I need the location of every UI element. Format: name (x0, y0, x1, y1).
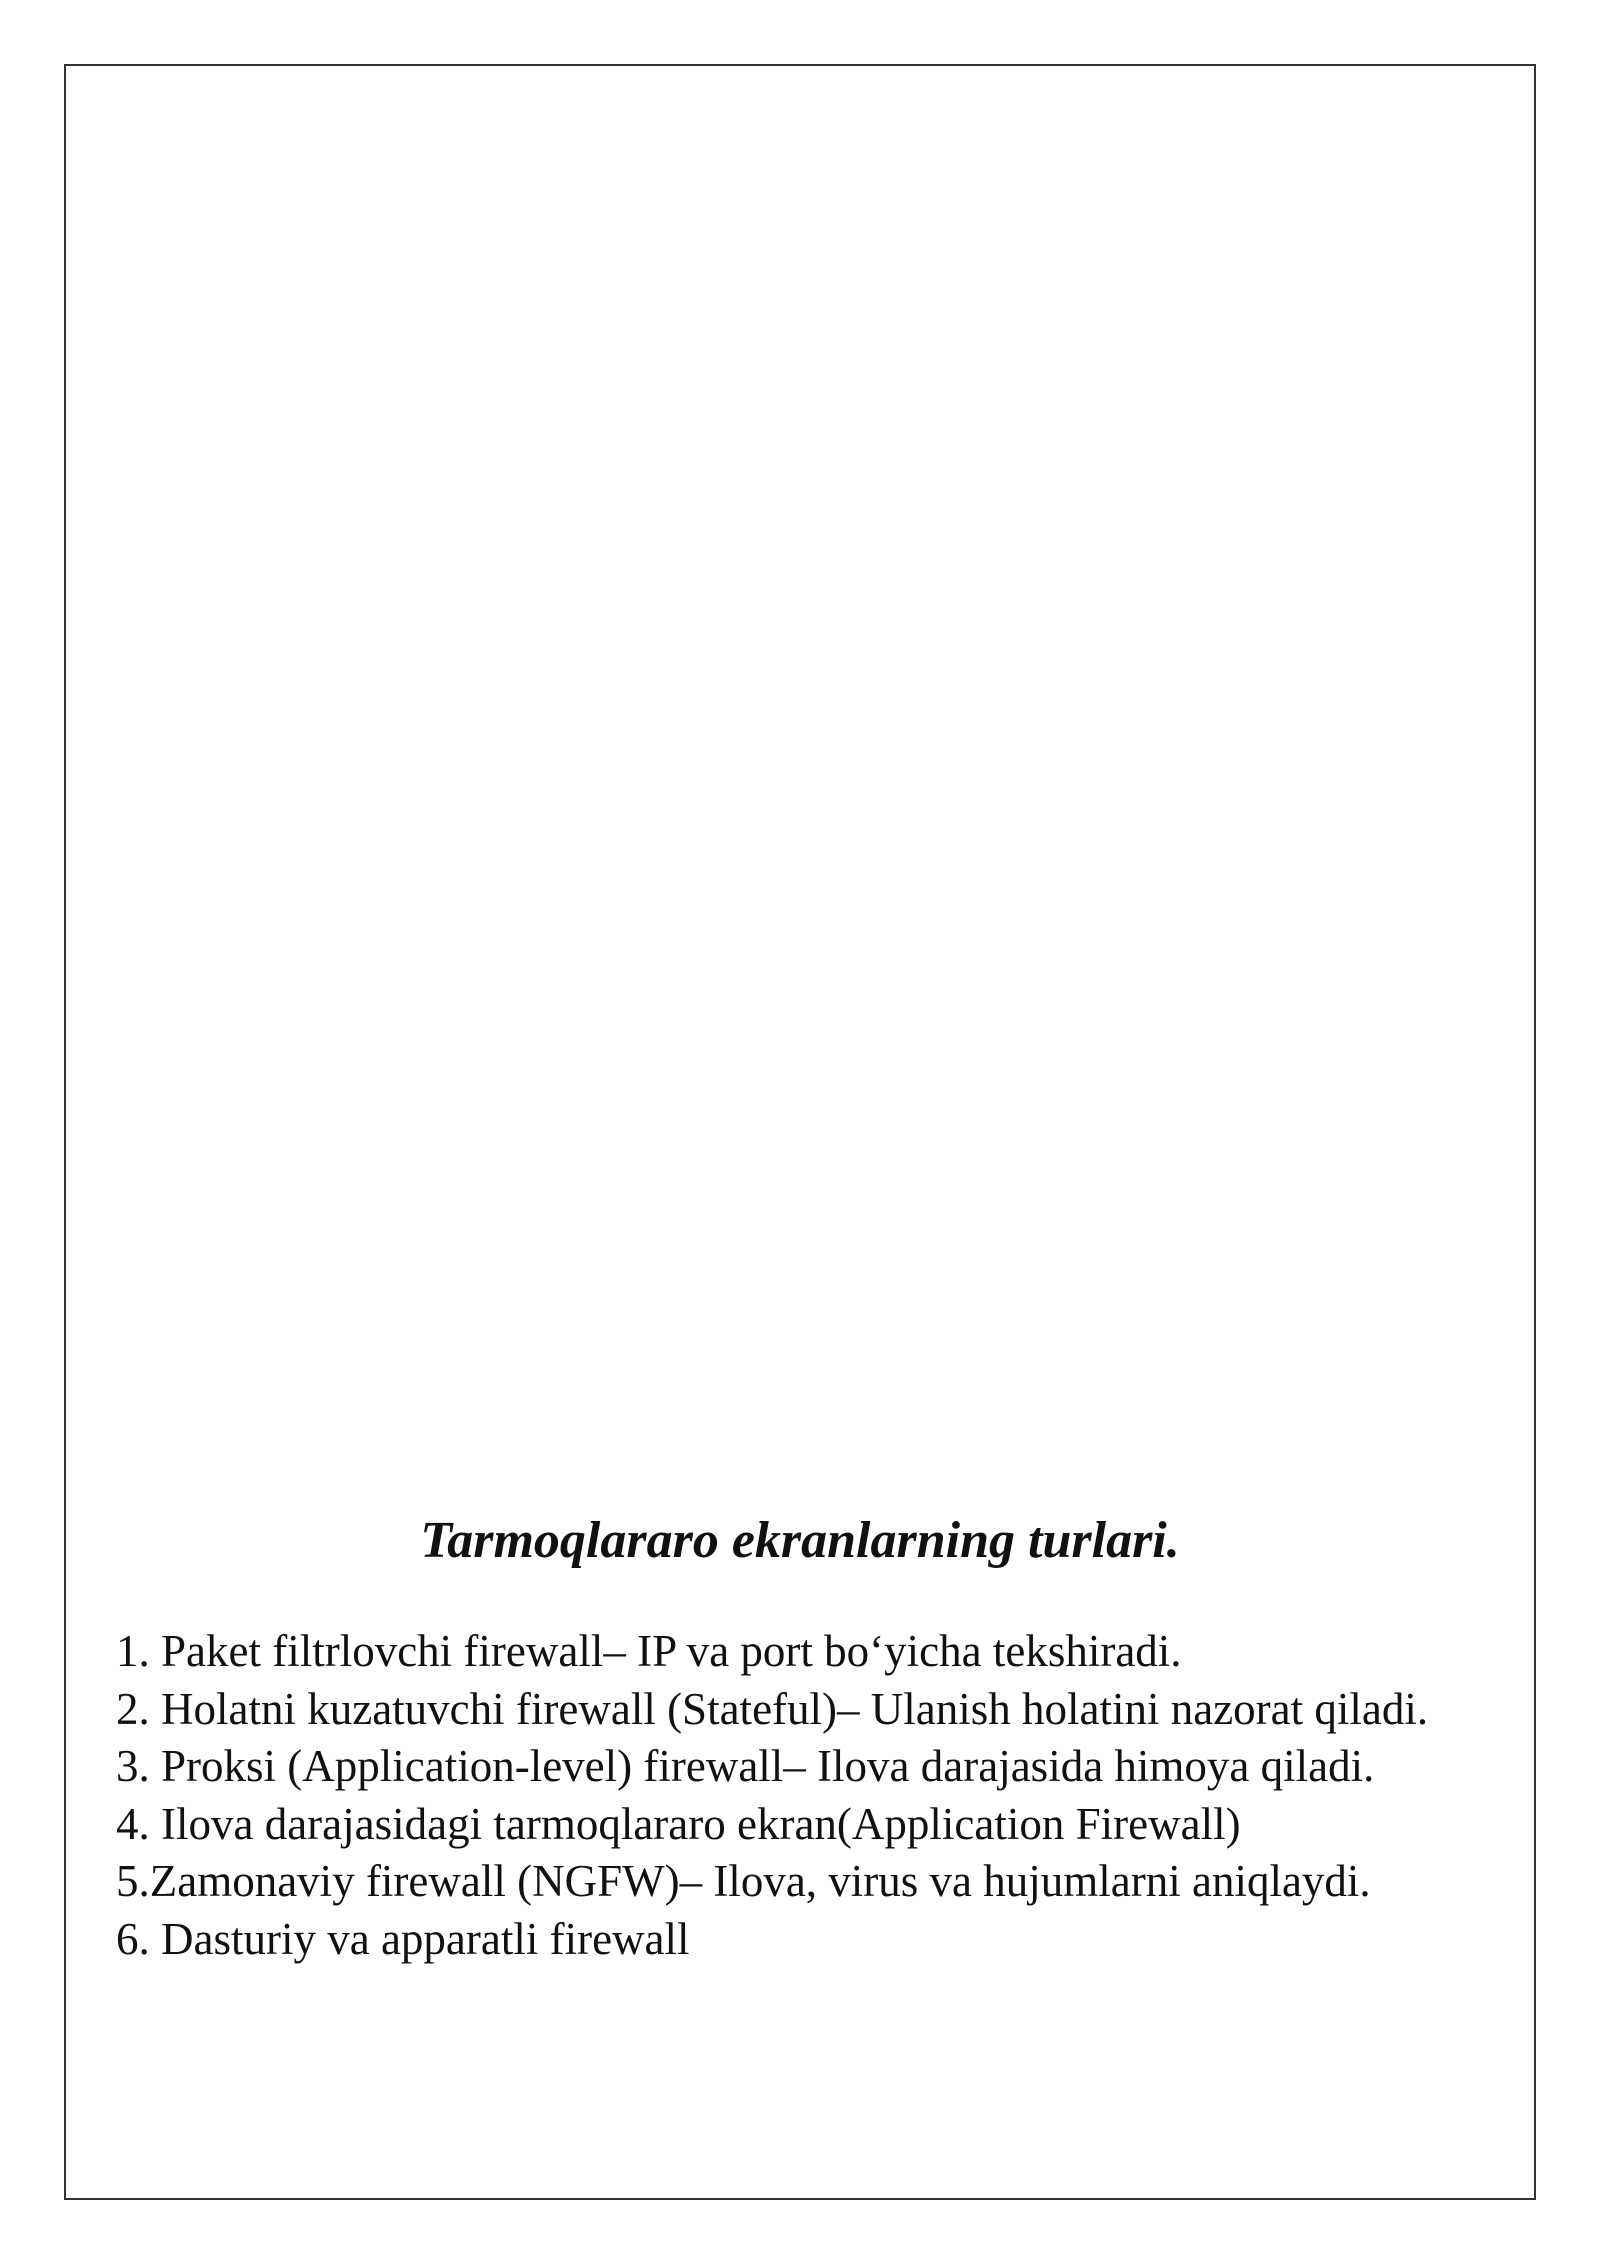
document-title: Tarmoqlararo ekranlarning turlari. (420, 1512, 1180, 1569)
firewall-types-list (116, 1623, 1506, 1968)
list-item: 3. Proksi (Application-level) firewall– Ilova darajasida himoya qiladi. (116, 1741, 1375, 1791)
list-item: 1. Paket filtrlovchi firewall– IP va port bo‘yicha tekshiradi. (116, 1626, 1182, 1676)
list-item: 4. Ilova darajasidagi tarmoqlararo ekran(Application Firewall) (116, 1798, 1241, 1849)
list-item: 5.Zamonaviy firewall (NGFW)– Ilova, virus va hujumlarni aniqlaydi. (116, 1856, 1371, 1906)
list-item: 2. Holatni kuzatuvchi firewall (Stateful)– Ulanish holatini nazorat qiladi. (116, 1683, 1429, 1734)
page-border (64, 64, 1536, 2200)
list-item: 6. Dasturiy va apparatli firewall (116, 1913, 690, 1964)
